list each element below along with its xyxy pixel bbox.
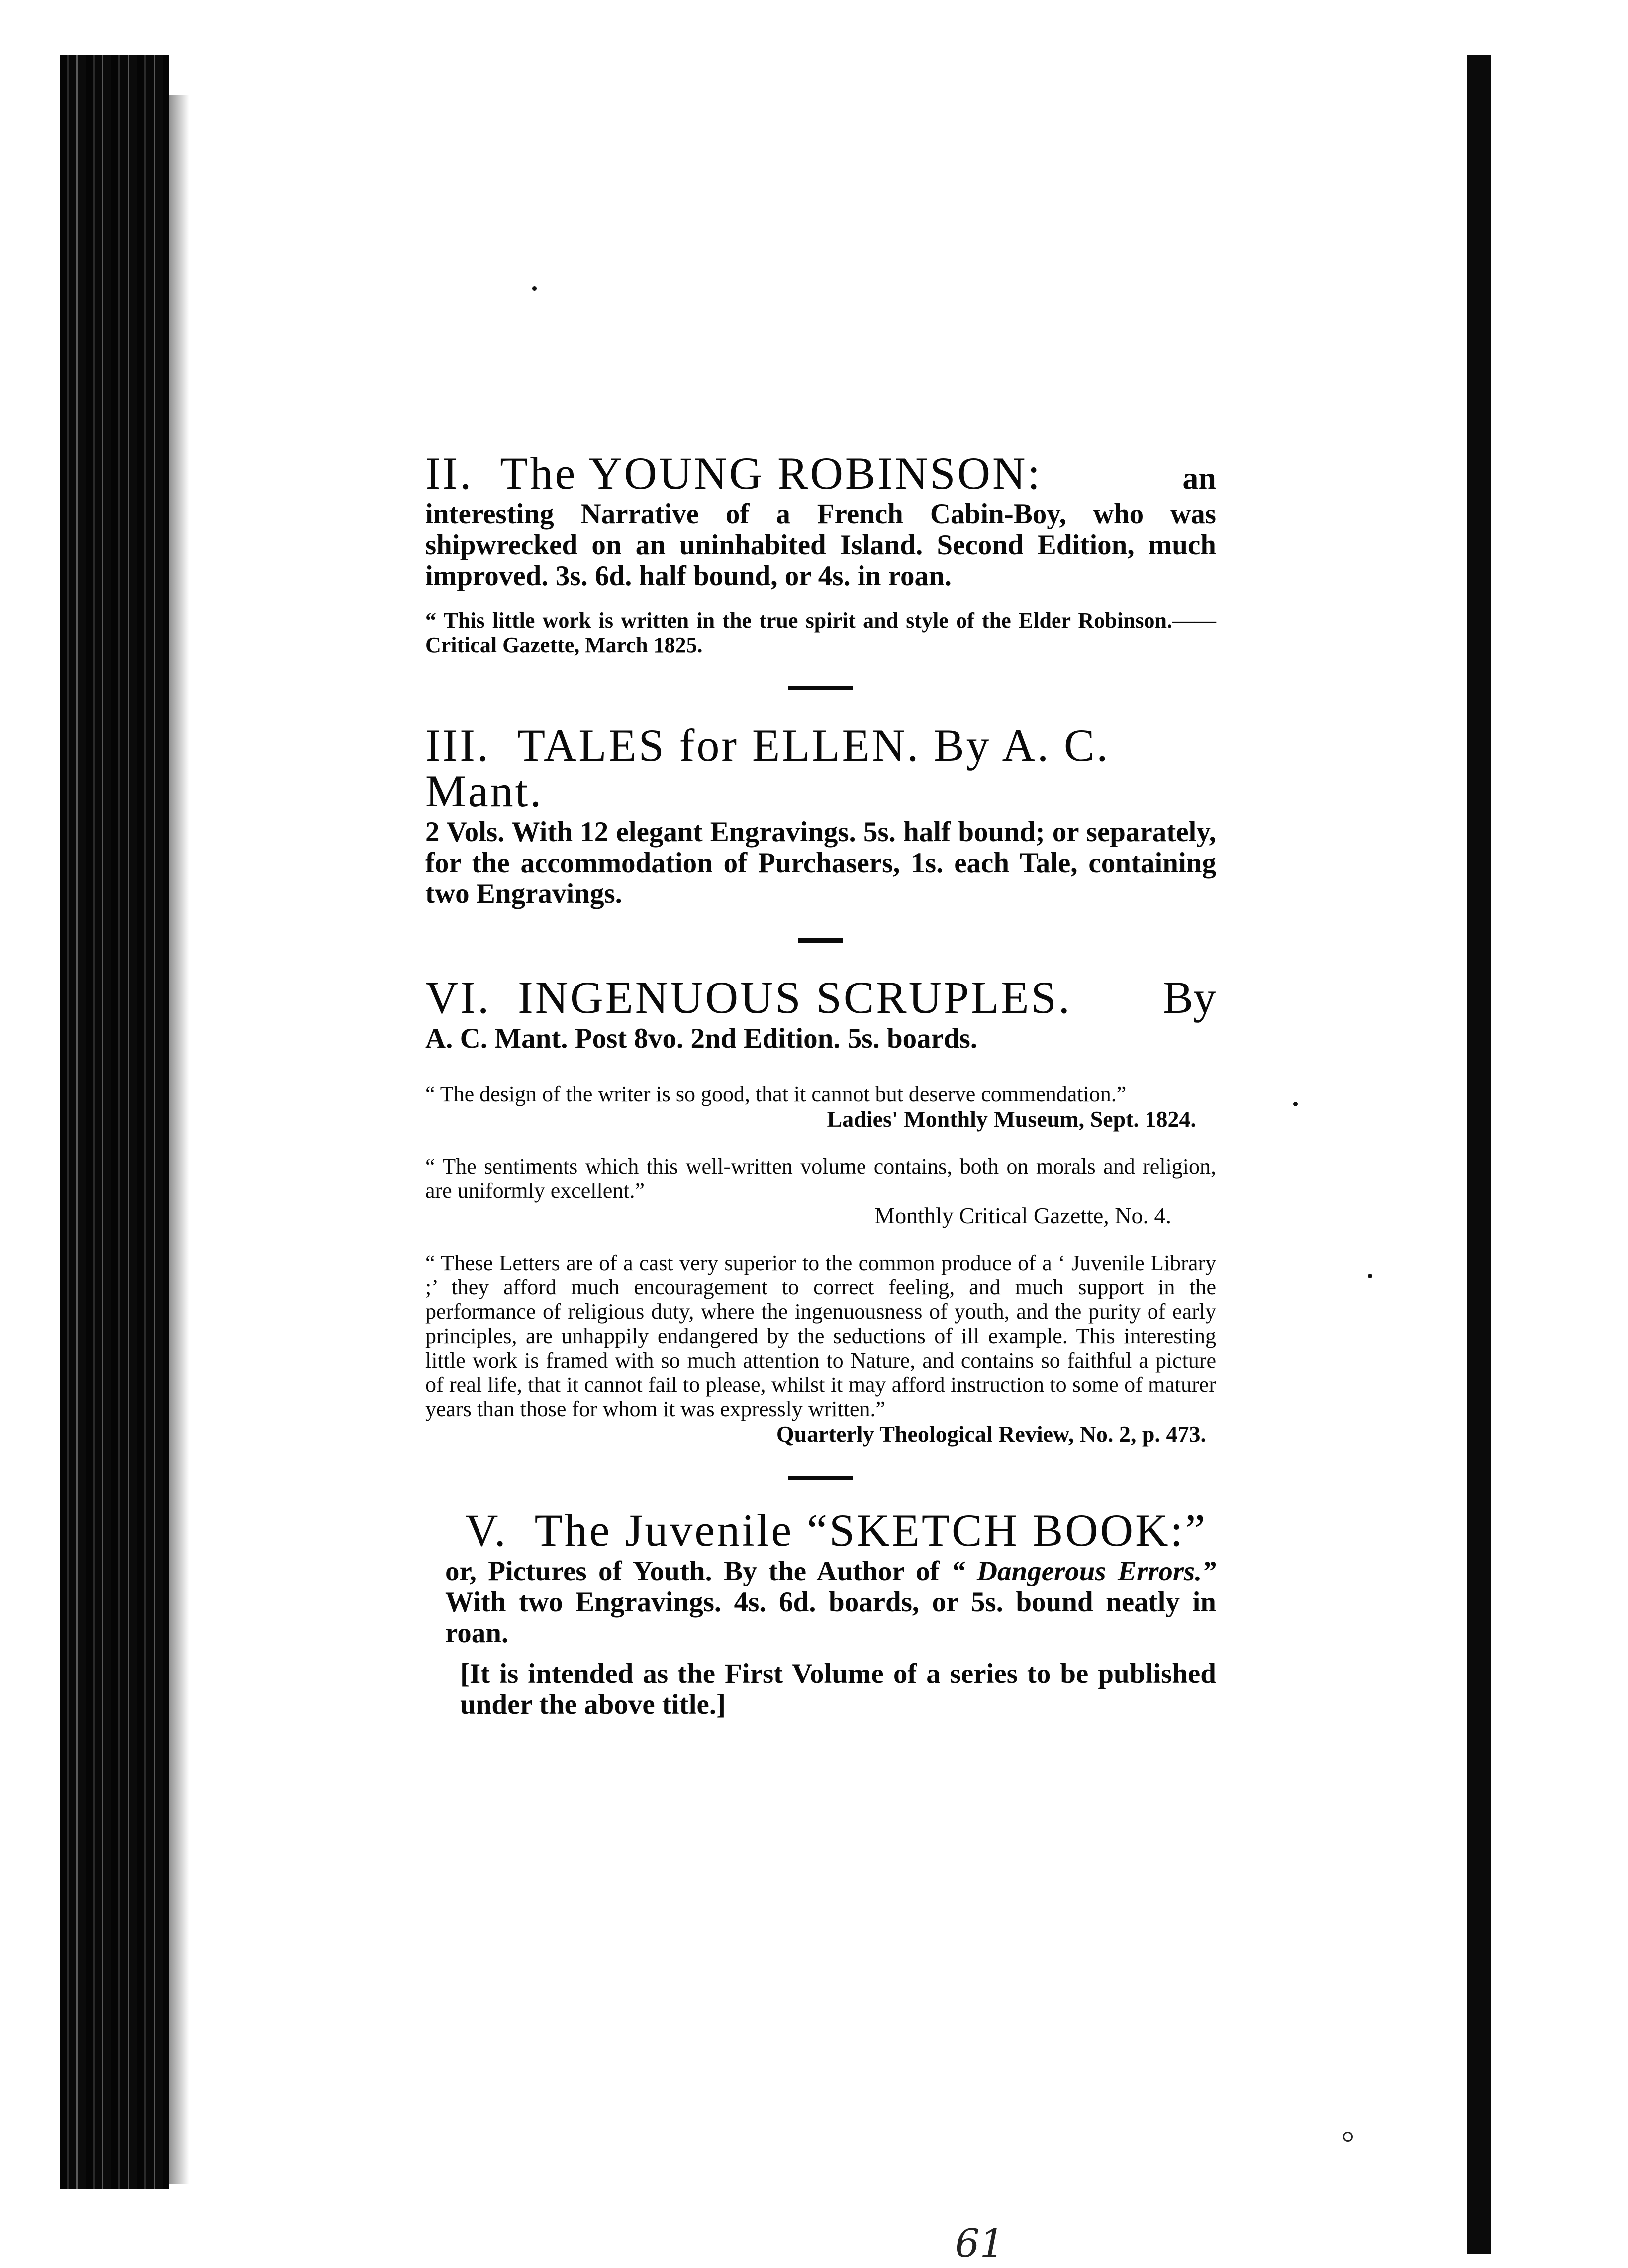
entry-heading — [425, 450, 1216, 496]
entry-number: VI. — [425, 972, 491, 1023]
entry-number: V. — [465, 1505, 508, 1556]
referenced-title: “ Dangerous Errors.” — [951, 1556, 1216, 1587]
entry-number: II. — [425, 448, 474, 498]
entry-title-continuation: an — [1182, 460, 1216, 495]
scan-speck — [532, 286, 537, 291]
entry-number: III. — [425, 720, 490, 771]
review-quote: “ The design of the writer is so good, that it cannot but deserve commendation.” — [425, 1082, 1127, 1106]
entry-title: INGENUOUS SCRUPLES. — [518, 972, 1072, 1023]
review-quote: “ These Letters are of a cast very superior to the common produce of a ‘ Juvenile Library ;’ they afford much encouragement to correct feeling, and much support in the performance of religious duty, where the ingenuousness of youth, and the purity of early principles, are unhappily endangered by the seductions of ill example. This interesting little work is framed with so much attention to Nature, and contains so faithful a picture of real life, that it cannot fail to please, whilst it may afford instruction to some of maturer years than those for whom it was expressly written.” — [425, 1251, 1216, 1421]
entry-description: A. C. Mant. Post 8vo. 2nd Edition. 5s. boards. — [425, 1023, 978, 1054]
scan-speck — [1343, 2132, 1353, 2142]
scan-speck — [1368, 1274, 1372, 1278]
catalogue-text — [425, 450, 1216, 1720]
entry-young-robinson — [425, 450, 1216, 657]
binding-edge-right — [1467, 55, 1491, 2254]
scan-speck — [1293, 1102, 1298, 1106]
entry-description: interesting Narrative of a French Cabin-Boy, who was shipwrecked on an uninhabited Island. Second Edition, much improved. 3s. 6d. half bound, or 4s. in roan. — [425, 498, 1216, 592]
entry-title: TALES for ELLEN. By A. C. Mant. — [425, 720, 1110, 816]
entry-heading — [425, 1505, 1216, 1556]
review-citation: Quarterly Theological Review, No. 2, p. 473. — [776, 1421, 1206, 1447]
entry-title: The Juvenile “SKETCH BOOK:” — [534, 1505, 1207, 1556]
review-citation: Ladies' Monthly Museum, Sept. 1824. — [827, 1106, 1196, 1132]
section-divider — [798, 938, 843, 943]
entry-description: 2 Vols. With 12 elegant Engravings. 5s. half bound; or separately, for the accommodation of Purchasers, 1s. each Tale, containing two Engravings. — [425, 816, 1216, 909]
series-note: [It is intended as the First Volume of a series to be published under the above title.] — [460, 1658, 1216, 1720]
entry-ingenuous-scruples — [425, 972, 1216, 1447]
entry-heading — [425, 722, 1216, 814]
description-text: or, Pictures of Youth. By the Author of — [445, 1556, 951, 1587]
review-citation: Monthly Critical Gazette, No. 4. — [874, 1203, 1171, 1228]
page-number: 61 — [955, 2221, 1005, 2266]
entry-heading — [425, 972, 1216, 1023]
entry-juvenile-sketch-book — [425, 1507, 1216, 1720]
review-quote: “ This little work is written in the true spirit and style of the Elder Robinson.——Critical Gazette, March 1825. — [425, 608, 1216, 657]
review-quote: “ The sentiments which this well-written volume contains, both on morals and religion, are uniformly excellent.” — [425, 1154, 1216, 1203]
entry-description — [425, 1556, 1216, 1649]
entry-tales-for-ellen — [425, 722, 1216, 909]
entry-title: The YOUNG ROBINSON: — [500, 448, 1042, 498]
section-divider — [788, 686, 853, 690]
binding-shadow — [169, 95, 189, 2184]
entry-title-continuation: By — [1162, 972, 1216, 1023]
section-divider — [788, 1476, 853, 1480]
binding-edge-left — [60, 55, 169, 2189]
description-text: With two Engravings. 4s. 6d. boards, or 5s. bound neatly in roan. — [445, 1586, 1216, 1649]
